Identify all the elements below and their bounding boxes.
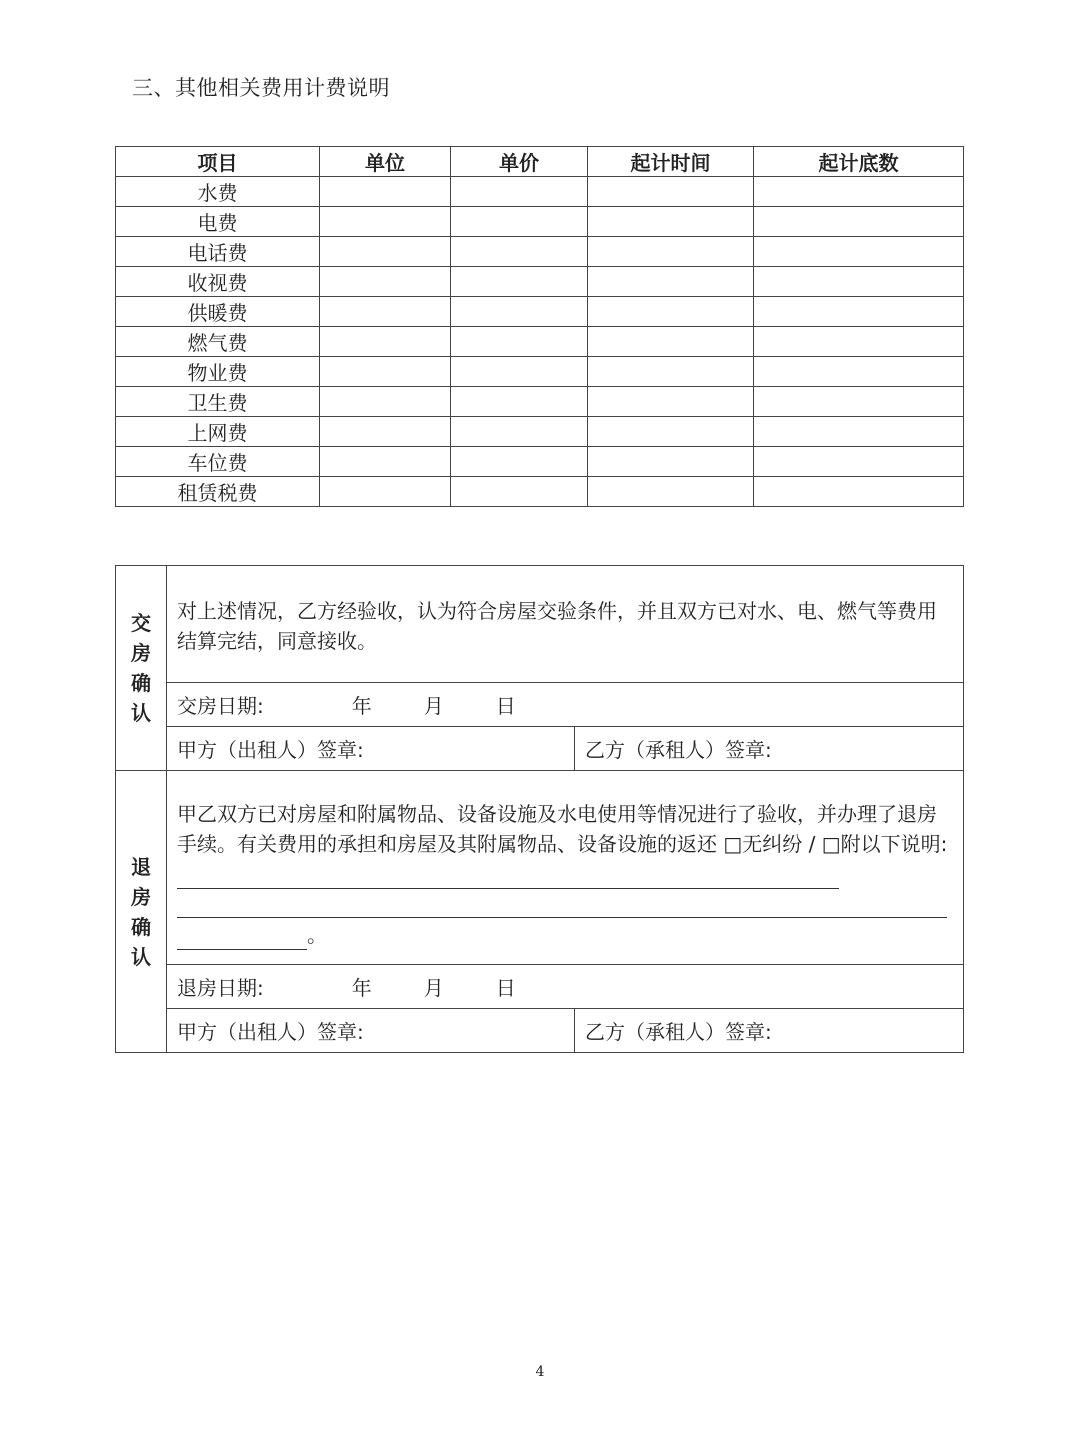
fee-item-name: 租赁税费	[116, 477, 320, 507]
fee-cell-input[interactable]	[320, 417, 451, 447]
header-start-time: 起计时间	[588, 147, 754, 177]
checkout-label: 退 房 确 认	[116, 771, 167, 1053]
fee-cell-input[interactable]	[588, 267, 754, 297]
confirm-table	[115, 565, 964, 1053]
fee-item-name: 上网费	[116, 417, 320, 447]
fee-item-name: 供暖费	[116, 297, 320, 327]
fee-cell-input[interactable]	[320, 267, 451, 297]
fee-cell-input[interactable]	[451, 237, 588, 267]
handover-date-row[interactable]: 交房日期: 年 月 日	[167, 683, 964, 727]
header-item: 项目	[116, 147, 320, 177]
fee-item-name: 车位费	[116, 447, 320, 477]
fee-cell-input[interactable]	[754, 207, 964, 237]
note-line-2[interactable]	[177, 889, 947, 918]
fee-item-name: 电话费	[116, 237, 320, 267]
fee-cell-input[interactable]	[451, 177, 588, 207]
attach-note-checkbox[interactable]: □附以下说明:	[821, 832, 948, 856]
fees-table-header-row	[116, 147, 964, 177]
fee-cell-input[interactable]	[588, 477, 754, 507]
table-row	[116, 417, 964, 447]
handover-date-label: 交房日期:	[177, 694, 264, 718]
fee-cell-input[interactable]	[451, 207, 588, 237]
handover-party-b-signature[interactable]: 乙方（承租人）签章:	[575, 727, 964, 771]
fee-cell-input[interactable]	[320, 327, 451, 357]
fee-item-name: 收视费	[116, 267, 320, 297]
fee-cell-input[interactable]	[754, 297, 964, 327]
fee-cell-input[interactable]	[451, 387, 588, 417]
fee-cell-input[interactable]	[320, 477, 451, 507]
fee-cell-input[interactable]	[588, 237, 754, 267]
fee-cell-input[interactable]	[320, 447, 451, 477]
fee-cell-input[interactable]	[754, 447, 964, 477]
fee-cell-input[interactable]	[451, 267, 588, 297]
fee-cell-input[interactable]	[320, 387, 451, 417]
page-number: 4	[535, 1364, 545, 1380]
fee-cell-input[interactable]	[588, 357, 754, 387]
fee-cell-input[interactable]	[754, 387, 964, 417]
fee-cell-input[interactable]	[320, 357, 451, 387]
table-row	[116, 297, 964, 327]
checkout-statement: 甲乙双方已对房屋和附属物品、设备设施及水电使用等情况进行了验收，并办理了退房手续。有关费用的承担和房屋及其附属物品、设备设施的返还 □无纠纷 / □附以下说明: 。	[167, 771, 964, 965]
table-row	[116, 237, 964, 267]
handover-statement: 对上述情况，乙方经验收，认为符合房屋交验条件，并且双方已对水、电、燃气等费用结算完结，同意接收。	[167, 566, 964, 683]
handover-party-a-signature[interactable]: 甲方（出租人）签章:	[167, 727, 575, 771]
header-unit: 单位	[320, 147, 451, 177]
note-line-1[interactable]	[177, 866, 839, 889]
table-row	[116, 267, 964, 297]
note-line-3[interactable]	[177, 927, 307, 950]
table-row	[116, 357, 964, 387]
table-row	[116, 207, 964, 237]
checkout-party-a-signature[interactable]: 甲方（出租人）签章:	[167, 1009, 575, 1053]
table-row	[116, 327, 964, 357]
checkout-date-label: 退房日期:	[177, 976, 264, 1000]
fee-item-name: 卫生费	[116, 387, 320, 417]
section-title: 三、其他相关费用计费说明	[132, 76, 390, 100]
fee-cell-input[interactable]	[451, 417, 588, 447]
fee-cell-input[interactable]	[588, 417, 754, 447]
no-dispute-checkbox[interactable]: □无纠纷	[723, 832, 803, 856]
header-start-reading: 起计底数	[754, 147, 964, 177]
fee-item-name: 燃气费	[116, 327, 320, 357]
fee-cell-input[interactable]	[451, 477, 588, 507]
table-row	[116, 177, 964, 207]
fee-item-name: 物业费	[116, 357, 320, 387]
fee-cell-input[interactable]	[754, 417, 964, 447]
fee-cell-input[interactable]	[451, 297, 588, 327]
header-unit-price: 单价	[451, 147, 588, 177]
fee-cell-input[interactable]	[754, 357, 964, 387]
fee-cell-input[interactable]	[588, 447, 754, 477]
fee-cell-input[interactable]	[320, 207, 451, 237]
fee-cell-input[interactable]	[754, 237, 964, 267]
fee-cell-input[interactable]	[451, 447, 588, 477]
table-row	[116, 447, 964, 477]
fee-cell-input[interactable]	[320, 237, 451, 267]
fee-item-name: 水费	[116, 177, 320, 207]
fee-cell-input[interactable]	[754, 477, 964, 507]
fee-cell-input[interactable]	[588, 177, 754, 207]
fee-cell-input[interactable]	[451, 327, 588, 357]
fee-cell-input[interactable]	[754, 177, 964, 207]
checkout-date-row[interactable]: 退房日期: 年 月 日	[167, 965, 964, 1009]
fee-cell-input[interactable]	[588, 297, 754, 327]
fee-cell-input[interactable]	[588, 387, 754, 417]
fee-cell-input[interactable]	[451, 357, 588, 387]
fee-cell-input[interactable]	[588, 207, 754, 237]
fee-cell-input[interactable]	[588, 327, 754, 357]
fee-cell-input[interactable]	[754, 267, 964, 297]
table-row	[116, 387, 964, 417]
fee-cell-input[interactable]	[320, 177, 451, 207]
handover-label: 交 房 确 认	[116, 566, 167, 771]
checkout-party-b-signature[interactable]: 乙方（承租人）签章:	[575, 1009, 964, 1053]
fee-cell-input[interactable]	[320, 297, 451, 327]
fee-cell-input[interactable]	[754, 327, 964, 357]
fee-item-name: 电费	[116, 207, 320, 237]
fees-table	[115, 146, 964, 507]
table-row	[116, 477, 964, 507]
